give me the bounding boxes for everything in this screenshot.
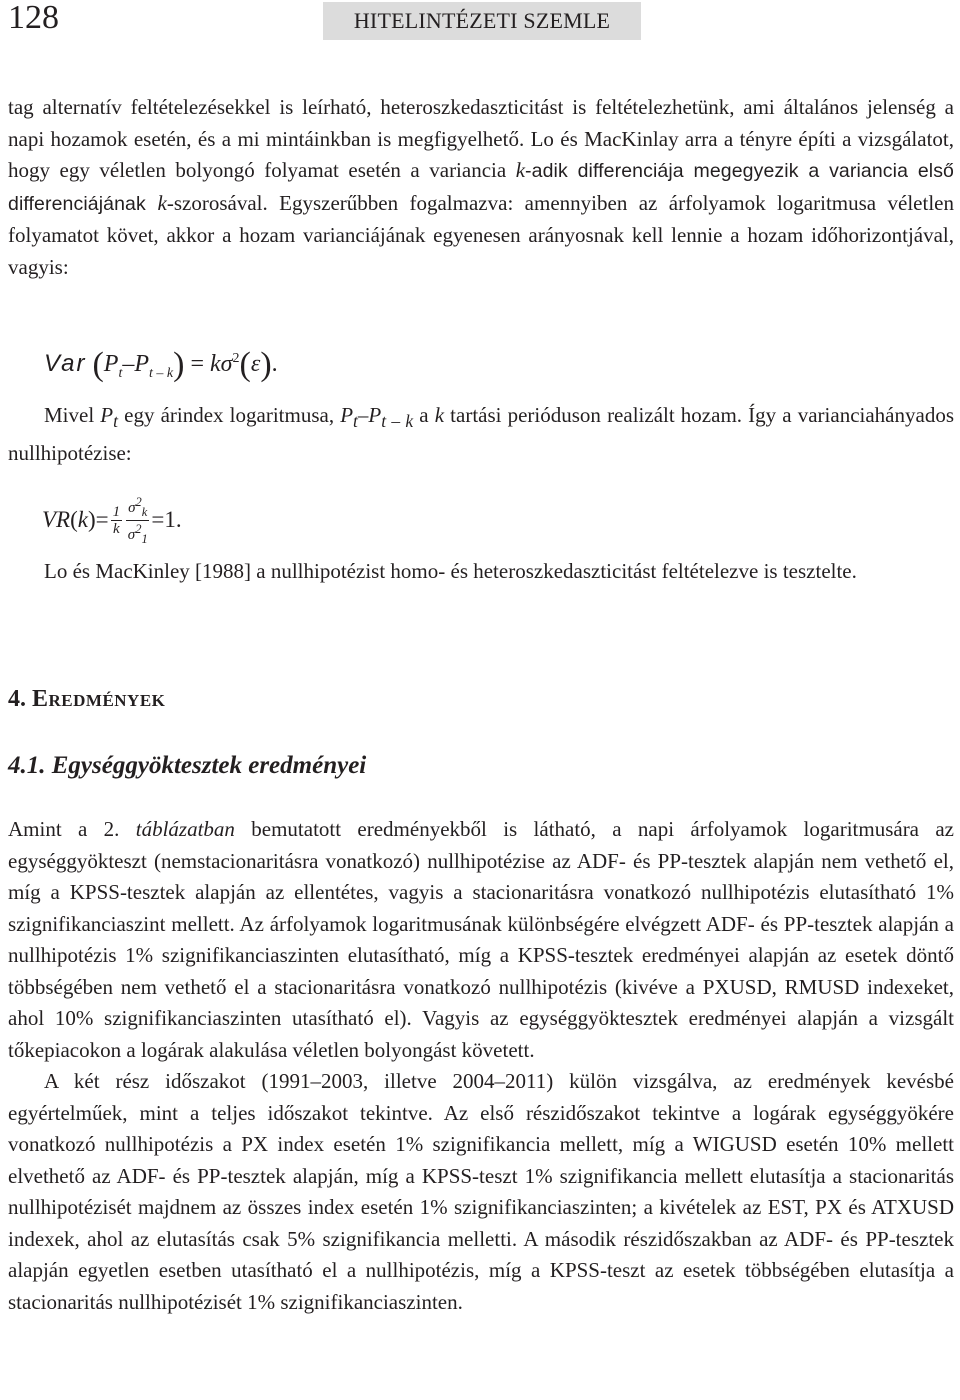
paragraph-intro: tag alternatív feltételezésekkel is leírható, heteroszkedaszticitást is feltételezhetünk, ami általános jelenség a napi hozamok esetén, és a mi mintáinkban is megfigyelhető. Lo és MacKinlay arra a tényre építi a vizsgálatot, hogy egy véletlen bolyongó folyamat esetén a variancia k-adik differenciája megegyezik a variancia első differenciájának k-szorosával. Egyszerűbben fogalmazva: amennyiben az árfolyamok logaritmusa véletlen folyamatot követ, akkor a hozam varianciájának egyenesen arányosnak kell lennie a hozam időhorizontjával, vagyis:: [8, 95, 954, 279]
paragraph-lo-mackinley: Lo és MacKinley [1988] a nullhipotézist homo- és heteroszkedaszticitást feltételezve is tesztelte.: [44, 559, 857, 583]
variable-k: k: [157, 190, 167, 215]
paragraph-results: Amint a 2. táblázatban bemutatott eredményekből is látható, a napi árfolyamok logaritmusára az egységgyökteszt (nemstacionaritásra vonatkozó) nullhipotézise az ADF- és PP-tesztek alapján nem vethető el, míg a KPSS-tesztek alapján az ellentétes, vagyis a stacionaritásra vonatkozó nullhipotézis elutasítható 1% szignifikanciaszint mellett. Az árfolyamok logaritmusának különbségére elvégzett ADF- és PP-tesztek alapján a nullhipotézis 1% szignifikanciaszinten elutasítható, míg a KPSS-tesztek eredményei alapján az esetek döntő többségében nem vethető el a stacionaritásra vonatkozó nullhipotézis (kivéve a PXUSD, RMUSD indexeket, ahol 10% szignifikanciaszinten utasítható el). Vagyis az egységgyöktesztek eredményei alapján a vizsgált tőkepiacokon a logárak alakulása véletlen bolyongást követett. A két rész időszakot (1991–2003, illetve 2004–2011) külön vizsgálva, az eredmények kevésbé egyértelműek, mint a teljes időszakot tekintve. Az első részidőszakot tekintve a logárak egységgyökére vonatkozó nullhipotézis a PX index esetén 1% szignifikancia mellett, míg a WIGUSD esetén 10% mellett elvethető az ADF- és PP-tesztek alapján, míg a KPSS-teszt 1% szignifikancia mellett elutasítja a stacionaritás nullhipotézisét majdnem az összes index esetén 1% szignifikanciaszinten; a kivételek az EST, PX és ATXUSD indexek, ahol az elutasítás csak 5% szignifikancia melletti. A második részidőszakban az ADF- és PP-tesztek alapján egyetlen esetben utasítható el a nullhipotézis, míg a KPSS-teszt az esetek többségében elutasítja a stacionaritás nullhipotézisét 1% szignifikanciaszinten.: [8, 814, 954, 1318]
fraction-sigma-ratio: $\frac{\sigma^2_k}{\sigma^2_1}$: [127, 494, 148, 546]
formula-variance-ratio: VR ( k )= $\frac{1}{k}$ $\frac{\sigma^2_k}{\sigma^2_1}$ =1.: [42, 494, 182, 546]
paragraph-subperiods: A két rész időszakot (1991–2003, illetve 2004–2011) külön vizsgálva, az eredmények kevésbé egyértelműek, mint a teljes időszakot tekintve. Az első részidőszakot tekintve a logárak egységgyökére vonatkozó nullhipotézis a PX index esetén 1% szignifikancia mellett, míg a WIGUSD esetén 10% mellett elvethető az ADF- és PP-tesztek alapján, míg a KPSS-teszt 1% szignifikancia mellett elutasítja a stacionaritás nullhipotézisét majdnem az összes index esetén 1% szignifikanciaszinten; a kivételek az EST, PX és ATXUSD indexek, ahol az elutasítás csak 5% szignifikancia melletti. A második részidőszakban az ADF- és PP-tesztek alapján egyetlen esetben utasítható el a nullhipotézis, míg a KPSS-teszt az esetek többségében elutasítja a stacionaritás nullhipotézisét 1% szignifikanciaszinten.: [8, 1069, 954, 1314]
paragraph-definition: Mivel $P_t$ egy árindex logaritmusa, $P_t-P_{t - k}$ a k tartási perióduson realizált hozam. Így a varianciahányados nullhipotézise:: [8, 403, 954, 465]
section-heading: 4. Eredmények: [8, 686, 166, 712]
variable-k: k: [515, 158, 526, 182]
journal-title: HITELINTÉZETI SZEMLE: [323, 2, 641, 40]
subsection-heading: 4.1. Egységgyöktesztek eredményei: [8, 752, 367, 779]
fraction-one-over-k: $\frac{1}{k}$: [112, 503, 121, 537]
page-number: 128: [8, 0, 59, 36]
formula-variance: Var $(P_t-P_{t - k}) = k\sigma^2(\varepsilon)$.: [44, 346, 278, 383]
table-reference: táblázatban: [135, 817, 235, 841]
